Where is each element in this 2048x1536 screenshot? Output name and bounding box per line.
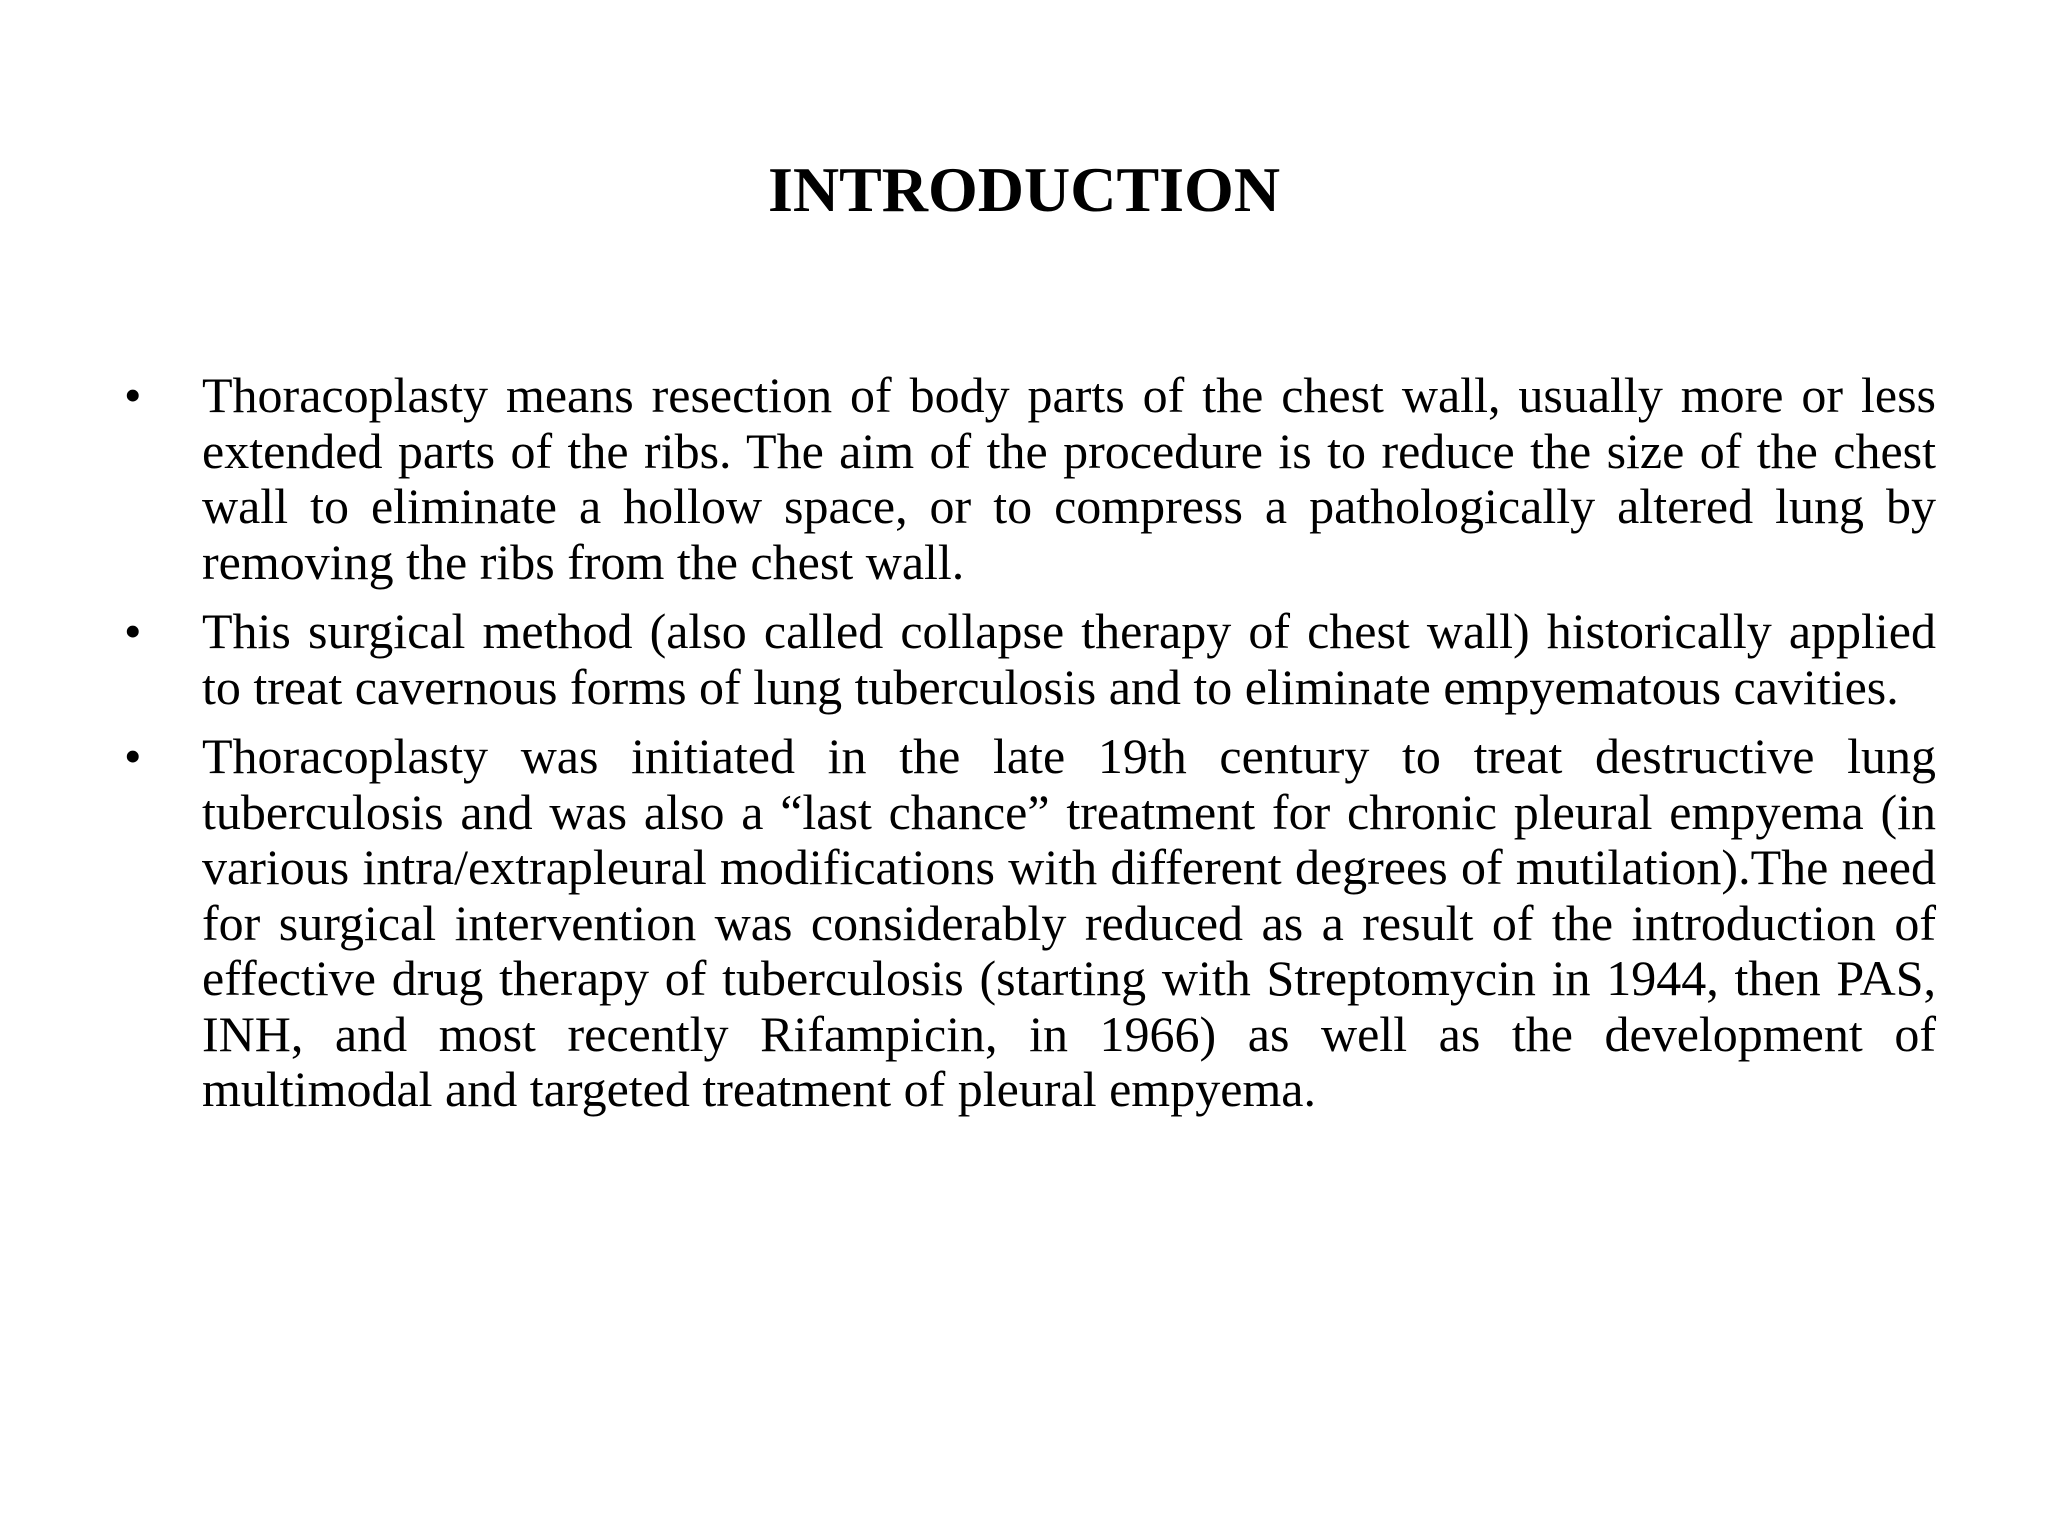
bullet-list <box>0 368 2048 1132</box>
slide-title: INTRODUCTION <box>767 154 1281 225</box>
bullet-item <box>124 367 1936 590</box>
bullet-icon: • <box>124 728 142 784</box>
bullet-text: Thoracoplasty means resection of body parts of the chest wall, usually more or less extended parts of the ribs. The aim of the procedure is to reduce the size of the chest wall to eliminate a hollow space, or to compress a pathologically altered lung by removing the ribs from the chest wall. <box>202 367 1936 590</box>
bullet-item <box>124 603 1936 715</box>
bullet-text: Thoracoplasty was initiated in the late 19th century to treat destructive lung tuberculosis and was also a “last chance” treatment for chronic pleural empyema (in various intra/extrapleural modifications with different degrees of mutilation).The need for surgical intervention was considerably reduced as a result of the introduction of effective drug therapy of tuberculosis (starting with Streptomycin in 1944, then PAS, INH, and most recently Rifampicin, in 1966) as well as the development of multimodal and targeted treatment of pleural empyema. <box>202 728 1936 1117</box>
bullet-text: This surgical method (also called collapse therapy of chest wall) historically applied to treat cavernous forms of lung tuberculosis and to eliminate empyematous cavities. <box>202 603 1936 715</box>
bullet-icon: • <box>124 603 142 659</box>
bullet-item <box>124 728 1936 1118</box>
bullet-icon: • <box>124 367 142 423</box>
